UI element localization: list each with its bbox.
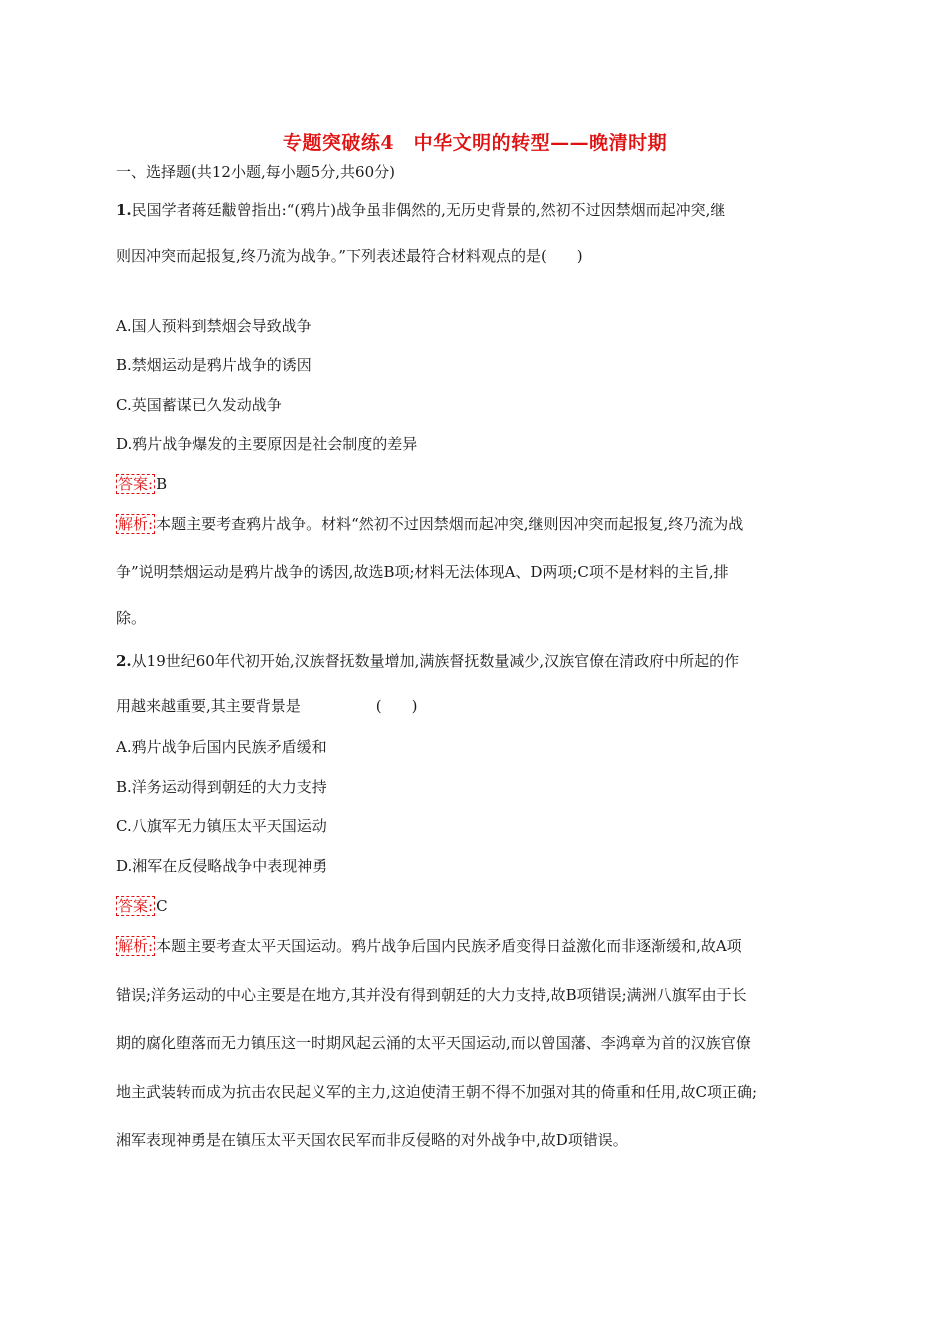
question-2-stem-line-2: 用越来越重要,其主要背景是 ( ): [116, 697, 418, 715]
question-1-analysis-line-1: [116, 514, 743, 534]
question-1-analysis-line-3: 除。: [116, 609, 147, 627]
document-title: 专题突破练4 中华文明的转型——晚清时期: [282, 132, 668, 154]
question-2-stem-line-1: [116, 651, 739, 671]
question-1-option-a: A.国人预料到禁烟会导致战争: [116, 317, 312, 335]
question-2-option-a: A.鸦片战争后国内民族矛盾缓和: [116, 738, 327, 756]
question-1-number: 1.: [116, 201, 132, 219]
question-1-stem-line-1: [116, 200, 725, 220]
question-1-stem-line-2: 则因冲突而起报复,终乃流为战争。”下列表述最符合材料观点的是( ): [116, 247, 583, 265]
question-1-option-d: D.鸦片战争爆发的主要原因是社会制度的差异: [116, 435, 418, 453]
question-2-answer-value: C: [156, 897, 168, 915]
analysis-tag: 解析:: [118, 515, 154, 533]
analysis-tag: 解析:: [118, 937, 154, 955]
question-2-option-b: B.洋务运动得到朝廷的大力支持: [116, 778, 327, 796]
question-2-answer: [116, 896, 168, 916]
answer-tag: 答案:: [118, 897, 154, 915]
question-2-option-c: C.八旗军无力镇压太平天国运动: [116, 817, 327, 835]
question-2-stem-text-1: 从19世纪60年代初开始,汉族督抚数量增加,满族督抚数量减少,汉族官僚在清政府中所起的作: [131, 652, 740, 670]
question-1-analysis-text-1: 本题主要考查鸦片战争。材料“然初不过因禁烟而起冲突,继则因冲突而起报复,终乃流为战: [156, 515, 744, 533]
question-2-analysis-line-3: 期的腐化堕落而无力镇压这一时期风起云涌的太平天国运动,而以曾国藩、李鸿章为首的汉族官僚: [116, 1034, 751, 1052]
question-1-option-c: C.英国蓄谋已久发动战争: [116, 396, 282, 414]
question-1-analysis-line-2: 争”说明禁烟运动是鸦片战争的诱因,故选B项;材料无法体现A、D两项;C项不是材料的主旨,排: [116, 563, 729, 581]
question-1-stem-text-1: 民国学者蒋廷黻曾指出:“(鸦片)战争虽非偶然的,无历史背景的,然初不过因禁烟而起冲突,继: [131, 201, 726, 219]
question-2-analysis-text-1: 本题主要考查太平天国运动。鸦片战争后国内民族矛盾变得日益激化而非逐渐缓和,故A项: [156, 937, 742, 955]
question-2-analysis-line-5: 湘军表现神勇是在镇压太平天国农民军而非反侵略的对外战争中,故D项错误。: [116, 1131, 628, 1149]
question-1-option-b: B.禁烟运动是鸦片战争的诱因: [116, 356, 312, 374]
question-2-analysis-line-2: 错误;洋务运动的中心主要是在地方,其并没有得到朝廷的大力支持,故B项错误;满洲八旗军由于长: [116, 986, 747, 1004]
question-2-option-d: D.湘军在反侵略战争中表现神勇: [116, 857, 328, 875]
question-2-number: 2.: [116, 652, 132, 670]
question-2-analysis-line-4: 地主武装转而成为抗击农民起义军的主力,这迫使清王朝不得不加强对其的倚重和任用,故C项正确;: [116, 1083, 758, 1101]
answer-tag: 答案:: [118, 475, 154, 493]
question-1-answer-value: B: [156, 475, 168, 493]
question-1-answer: [116, 474, 167, 494]
section-heading: 一、选择题(共12小题,每小题5分,共60分): [116, 163, 395, 181]
question-2-analysis-line-1: [116, 936, 742, 956]
